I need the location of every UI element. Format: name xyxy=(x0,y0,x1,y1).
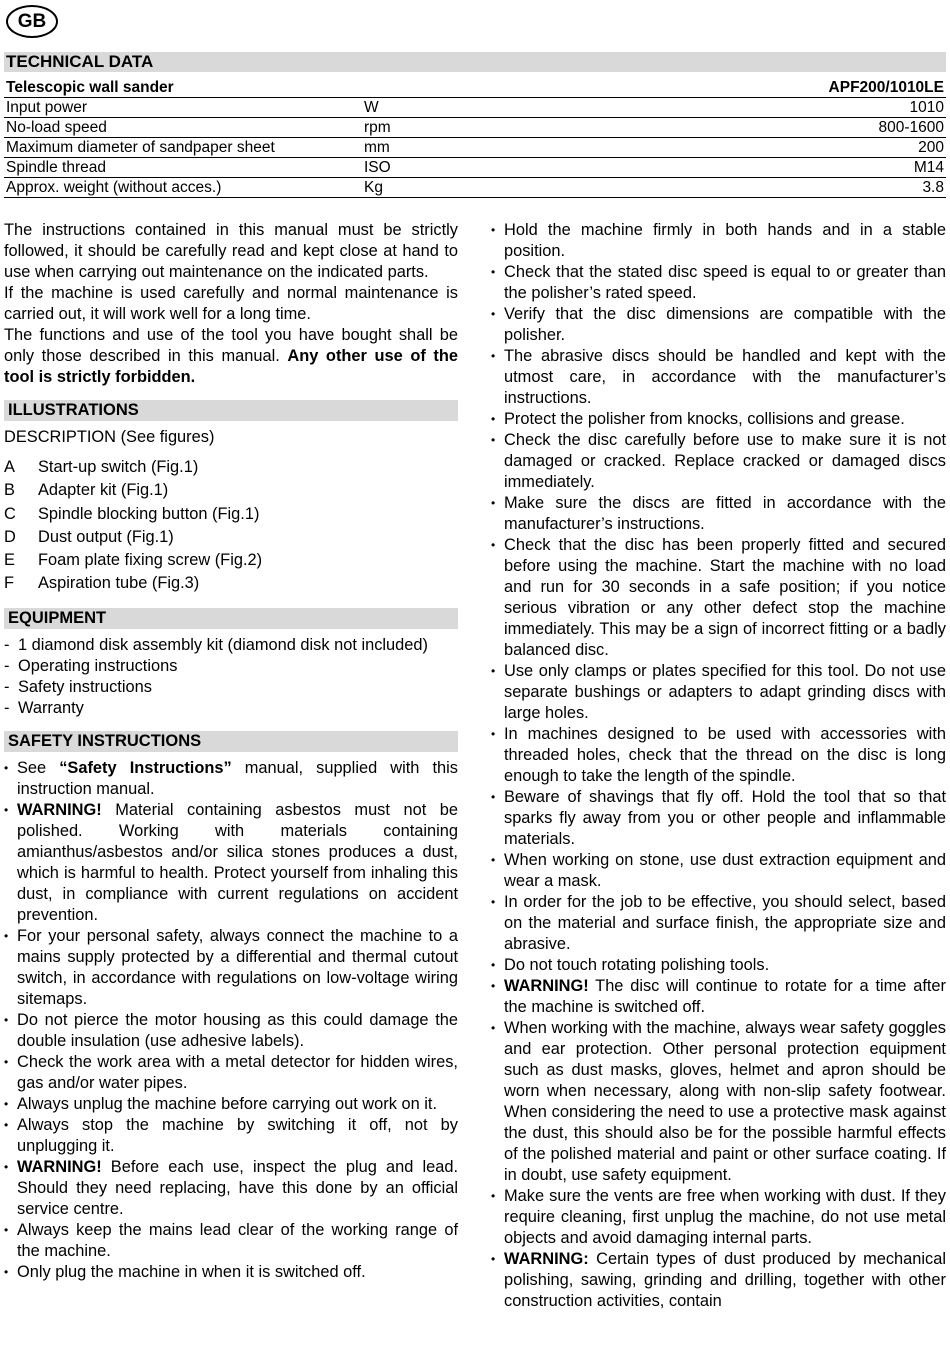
item-body: Beware of shavings that fly off. Hold the tool that so that sparks fly away from you or other people and inflammable materials. xyxy=(504,788,946,848)
bullet-marker: • xyxy=(491,433,496,447)
bullet-marker: • xyxy=(4,1054,9,1069)
list-item xyxy=(491,787,946,850)
item-text xyxy=(17,800,458,926)
list-item xyxy=(4,526,458,549)
item-text: Warranty xyxy=(18,698,84,717)
bullet-marker: • xyxy=(491,265,496,279)
item-body: Material containing asbestos must not be polished. Working with materials containing amianthus/asbestos and/or silica stones produces a dust, which is harmful to health. Protect yourself from inhaling this dust, in compliance with current regulations on accident prevention. xyxy=(17,800,458,924)
warning-label: WARNING! xyxy=(17,800,102,819)
list-item xyxy=(4,758,458,800)
item-key: A xyxy=(4,458,15,476)
intro-paragraph xyxy=(4,325,458,388)
item-text xyxy=(504,262,946,304)
list-item xyxy=(4,1094,458,1115)
spec-label: Approx. weight (without acces.) xyxy=(4,178,362,198)
spec-value: M14 xyxy=(486,158,946,178)
item-text: Safety instructions xyxy=(18,677,152,696)
item-text xyxy=(504,1186,946,1249)
item-text xyxy=(17,1094,458,1115)
item-text xyxy=(17,926,458,1010)
list-item xyxy=(491,724,946,787)
item-text xyxy=(504,220,946,262)
item-text xyxy=(504,850,946,892)
forbidden-use-warning: Any other use of the tool is strictly forbidden. xyxy=(4,347,458,386)
item-text xyxy=(504,976,946,1018)
item-text xyxy=(504,493,946,535)
item-text xyxy=(504,892,946,955)
item-key: D xyxy=(4,527,16,546)
list-item xyxy=(4,1115,458,1157)
language-badge: GB xyxy=(6,5,58,38)
list-item xyxy=(4,479,458,502)
equipment-heading: EQUIPMENT xyxy=(4,608,458,629)
dash-marker: - xyxy=(4,656,10,675)
item-text xyxy=(504,346,946,409)
header-unit xyxy=(362,78,486,98)
bullet-marker: • xyxy=(491,496,496,510)
list-item xyxy=(4,800,458,926)
model-number: APF200/1010LE xyxy=(486,78,946,98)
list-item xyxy=(491,1186,946,1249)
item-body: When working with the machine, always wear safety goggles and ear protection. Other personal protection equipment such as dust masks, gloves, helmet and apron should be worn when necessary, along with non-slip safety footwear. When considering the need to use a protective mask against the dust, this should also be for the possible harmful effects of the polished material and paint or other surface coating. If in doubt, use safety equipment. xyxy=(504,1019,946,1184)
item-text: Adapter kit (Fig.1) xyxy=(38,481,169,500)
item-text xyxy=(504,409,946,430)
item-body: Certain types of dust produced by mechanical polishing, sawing, grinding and drilling, together with other construction activities, contain xyxy=(504,1250,946,1310)
table-row xyxy=(4,178,946,198)
bullet-marker: • xyxy=(491,958,496,972)
list-item xyxy=(491,535,946,661)
bullet-marker: • xyxy=(4,760,9,775)
item-text xyxy=(504,430,946,493)
list-item xyxy=(491,430,946,493)
safety-heading: SAFETY INSTRUCTIONS xyxy=(4,731,458,752)
bullet-marker: • xyxy=(4,1222,9,1237)
bullet-marker: • xyxy=(491,727,496,741)
item-text xyxy=(504,955,946,976)
item-text xyxy=(504,1249,946,1312)
item-text xyxy=(17,758,458,800)
warning-label: WARNING! xyxy=(17,1157,102,1176)
technical-data-table xyxy=(4,78,946,198)
item-text: Dust output (Fig.1) xyxy=(38,527,174,546)
item-body: Make sure the discs are fitted in accordance with the manufacturer’s instructions. xyxy=(504,494,946,533)
spec-unit: mm xyxy=(362,138,486,158)
item-body: Always keep the mains lead clear of the working range of the machine. xyxy=(17,1220,458,1260)
item-body: Make sure the vents are free when working with dust. If they require cleaning, first unplug the machine, do not use metal objects and avoid damaging internal parts. xyxy=(504,1187,946,1247)
item-text xyxy=(504,1018,946,1186)
list-item xyxy=(491,976,946,1018)
equipment-list xyxy=(4,635,458,719)
item-body: Verify that the disc dimensions are compatible with the polisher. xyxy=(504,305,946,344)
list-item xyxy=(4,677,458,698)
item-body: Use only clamps or plates specified for this tool. Do not use separate bushings or adapters to adapt grinding discs with large holes. xyxy=(504,662,946,722)
item-body: Before each use, inspect the plug and lead. Should they need replacing, have this done by an official service centre. xyxy=(17,1157,458,1218)
list-item xyxy=(491,409,946,430)
table-row xyxy=(4,138,946,158)
item-text xyxy=(504,724,946,787)
bullet-marker: • xyxy=(4,1159,9,1174)
spec-label: Input power xyxy=(4,98,362,118)
safety-list-right xyxy=(491,220,946,1312)
bullet-marker: • xyxy=(491,790,496,804)
item-key: B xyxy=(4,481,15,500)
item-text: 1 diamond disk assembly kit (diamond disk not included) xyxy=(18,635,428,654)
item-body: Do not pierce the motor housing as this could damage the double insulation (use adhesive labels). xyxy=(17,1010,458,1050)
list-item xyxy=(491,304,946,346)
spec-unit: Kg xyxy=(362,178,486,198)
illustrations-list xyxy=(4,456,458,596)
item-text: Start-up switch (Fig.1) xyxy=(38,458,199,476)
spec-value: 200 xyxy=(486,138,946,158)
bullet-marker: • xyxy=(491,853,496,867)
technical-data-heading: TECHNICAL DATA xyxy=(4,52,946,72)
list-item xyxy=(4,572,458,595)
bullet-marker: • xyxy=(4,1012,9,1027)
bullet-marker: • xyxy=(491,307,496,321)
product-name: Telescopic wall sander xyxy=(4,78,362,98)
illustrations-heading: ILLUSTRATIONS xyxy=(4,400,458,421)
spec-unit: ISO xyxy=(362,158,486,178)
list-item xyxy=(4,635,458,656)
list-item xyxy=(4,926,458,1010)
item-body: For your personal safety, always connect the machine to a mains supply protected by a differential and thermal cutout switch, in accordance with regulations on low-voltage wiring sitemaps. xyxy=(17,926,458,1008)
list-item xyxy=(491,955,946,976)
item-prefix: See xyxy=(17,758,60,777)
list-item xyxy=(4,549,458,572)
list-item xyxy=(4,1157,458,1220)
dash-marker: - xyxy=(4,677,10,696)
item-body: When working on stone, use dust extraction equipment and wear a mask. xyxy=(504,851,946,890)
left-column xyxy=(4,220,458,1283)
item-body: Always unplug the machine before carrying out work on it. xyxy=(17,1094,438,1113)
list-item xyxy=(491,850,946,892)
table-row xyxy=(4,118,946,138)
item-text: Spindle blocking button (Fig.1) xyxy=(38,504,260,523)
item-body: Always stop the machine by switching it off, not by unplugging it. xyxy=(17,1115,458,1155)
item-text xyxy=(17,1010,458,1052)
item-body: Hold the machine firmly in both hands and in a stable position. xyxy=(504,221,946,260)
bullet-marker: • xyxy=(4,1096,9,1111)
intro-paragraph: If the machine is used carefully and normal maintenance is carried out, it will work well for a long time. xyxy=(4,284,458,323)
list-item xyxy=(4,1052,458,1094)
item-text xyxy=(17,1262,458,1283)
spec-unit: W xyxy=(362,98,486,118)
item-text: Foam plate fixing screw (Fig.2) xyxy=(38,551,263,570)
item-text: Operating instructions xyxy=(18,656,178,675)
item-body: Check the work area with a metal detector for hidden wires, gas and/or water pipes. xyxy=(17,1052,458,1092)
description-label: DESCRIPTION (See figures) xyxy=(4,428,215,446)
bullet-marker: • xyxy=(491,979,496,993)
table-row xyxy=(4,98,946,118)
bullet-marker: • xyxy=(491,349,496,363)
bullet-marker: • xyxy=(491,1252,496,1266)
dash-marker: - xyxy=(4,698,10,717)
item-body: In order for the job to be effective, you should select, based on the material and surface finish, the appropriate size and abrasive. xyxy=(504,893,946,953)
spec-label: Spindle thread xyxy=(4,158,362,178)
item-text: Aspiration tube (Fig.3) xyxy=(38,574,200,593)
warning-label: “Safety Instructions” xyxy=(59,758,232,777)
bullet-marker: • xyxy=(4,1264,9,1279)
list-item xyxy=(491,346,946,409)
dash-marker: - xyxy=(4,635,10,654)
spec-unit: rpm xyxy=(362,118,486,138)
item-key: C xyxy=(4,504,16,523)
safety-list-left xyxy=(4,758,458,1283)
intro-text: The functions and use of the tool you have bought shall be only those described in this manual. xyxy=(4,326,458,365)
list-item xyxy=(491,493,946,535)
bullet-marker: • xyxy=(491,1021,496,1035)
list-item xyxy=(4,1010,458,1052)
item-text xyxy=(17,1052,458,1094)
item-key: E xyxy=(4,551,15,570)
item-body: The abrasive discs should be handled and kept with the utmost care, in accordance with the manufacturer’s instructions. xyxy=(504,347,946,407)
list-item xyxy=(4,456,458,479)
spec-value: 800-1600 xyxy=(486,118,946,138)
bullet-marker: • xyxy=(4,1117,9,1132)
list-item xyxy=(4,503,458,526)
list-item xyxy=(4,1262,458,1283)
item-body: Check that the stated disc speed is equal to or greater than the polisher’s rated speed. xyxy=(504,263,946,302)
warning-label: WARNING! xyxy=(504,977,589,995)
item-body: In machines designed to be used with accessories with threaded holes, check that the thread on the disc is long enough to take the length of the spindle. xyxy=(504,725,946,785)
bullet-marker: • xyxy=(491,223,496,237)
item-body: manual, supplied with this instruction manual. xyxy=(17,758,458,798)
item-body: Do not touch rotating polishing tools. xyxy=(504,956,770,974)
bullet-marker: • xyxy=(491,538,496,552)
item-body: Protect the polisher from knocks, collisions and grease. xyxy=(504,410,905,428)
item-text xyxy=(504,535,946,661)
spec-label: No-load speed xyxy=(4,118,362,138)
item-text xyxy=(504,304,946,346)
bullet-marker: • xyxy=(491,1189,496,1203)
item-text xyxy=(504,787,946,850)
list-item xyxy=(491,1018,946,1186)
list-item xyxy=(491,892,946,955)
list-item xyxy=(491,661,946,724)
item-key: F xyxy=(4,574,15,593)
item-text xyxy=(17,1115,458,1157)
spec-label: Maximum diameter of sandpaper sheet xyxy=(4,138,362,158)
list-item xyxy=(4,656,458,677)
item-body: Check that the disc has been properly fitted and secured before using the machine. Start the machine with no load and run for 30 seconds in a safe position; if you notice serious vibration or any other defect stop the machine immediately. This may be a sign of incorrect fitting or a badly balanced disc. xyxy=(504,536,946,659)
item-text xyxy=(17,1157,458,1220)
item-body: Check the disc carefully before use to make sure it is not damaged or cracked. Replace cracked or damaged discs immediately. xyxy=(504,431,946,491)
table-row xyxy=(4,158,946,178)
item-text xyxy=(17,1220,458,1262)
spec-value: 3.8 xyxy=(486,178,946,198)
item-body: The disc will continue to rotate for a time after the machine is switched off. xyxy=(504,977,946,1016)
table-header-row xyxy=(4,78,946,98)
bullet-marker: • xyxy=(4,928,9,943)
bullet-marker: • xyxy=(491,895,496,909)
spec-value: 1010 xyxy=(486,98,946,118)
list-item xyxy=(491,1249,946,1312)
bullet-marker: • xyxy=(4,802,9,817)
bullet-marker: • xyxy=(491,664,496,678)
bullet-marker: • xyxy=(491,412,496,426)
item-text xyxy=(504,661,946,724)
intro-paragraph: The instructions contained in this manual must be strictly followed, it should be carefully read and kept close at hand to use when carrying out maintenance on the indicated parts. xyxy=(4,221,458,281)
item-body: Only plug the machine in when it is switched off. xyxy=(17,1262,366,1281)
list-item xyxy=(491,262,946,304)
list-item xyxy=(491,220,946,262)
warning-label: WARNING: xyxy=(504,1250,589,1268)
list-item xyxy=(4,1220,458,1262)
list-item xyxy=(4,698,458,719)
right-column xyxy=(491,220,946,1312)
